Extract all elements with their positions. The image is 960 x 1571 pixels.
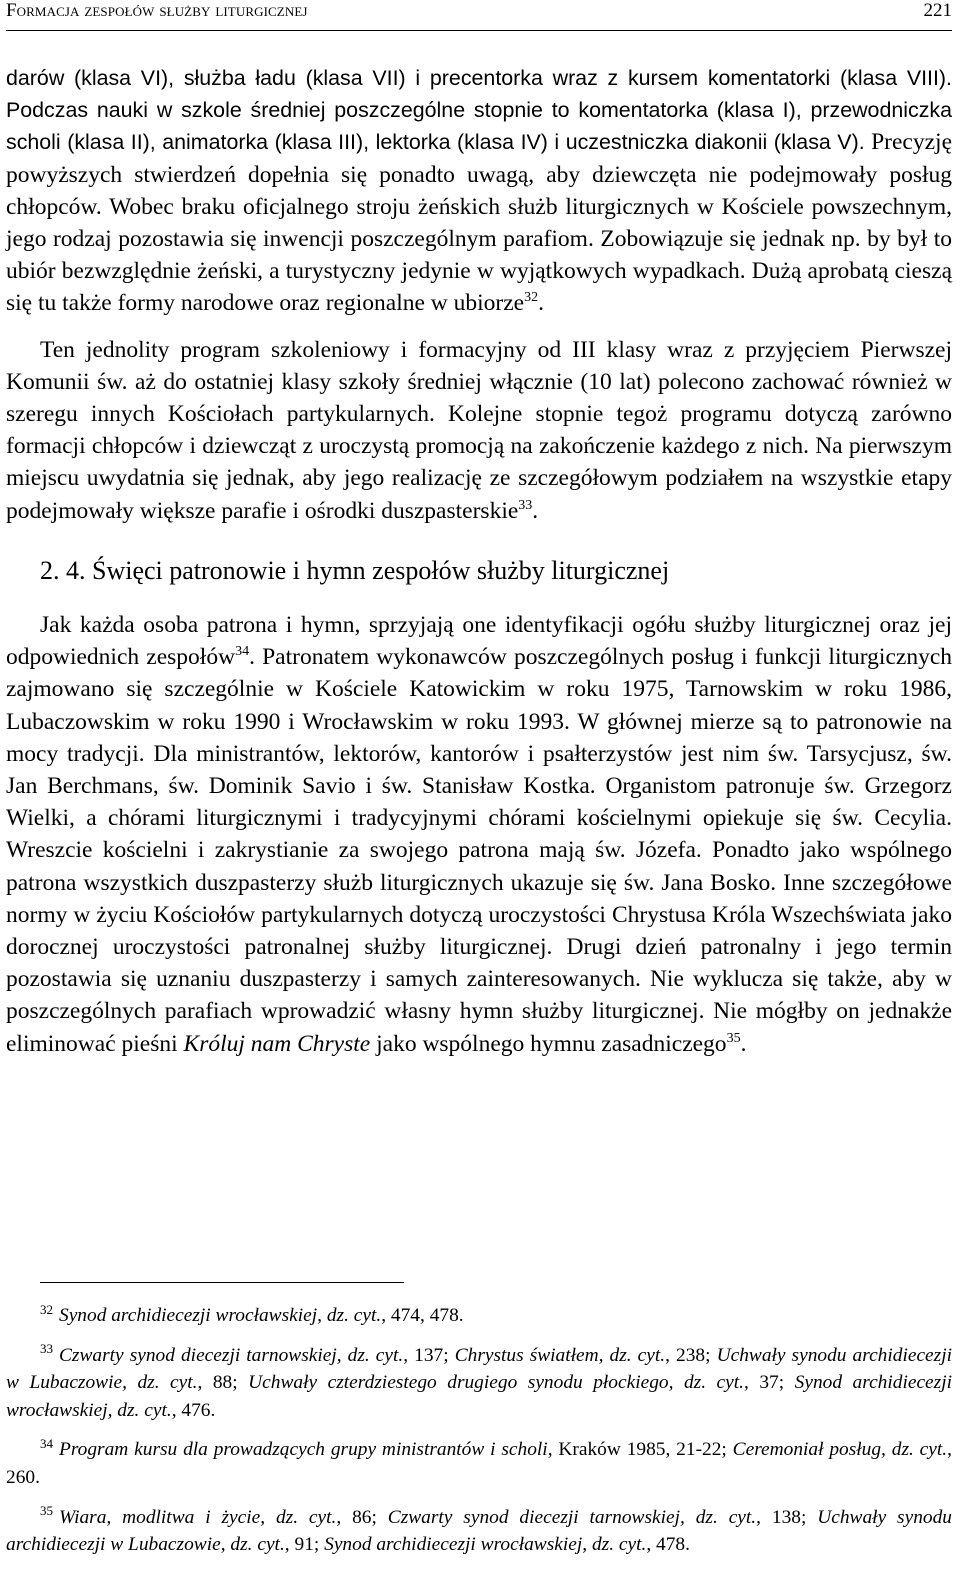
footnote-ref-33[interactable]: 33 (518, 497, 533, 513)
paragraph-1-end: . (538, 290, 544, 317)
footnote-cited-title: Chrystus światłem, dz. cyt. (454, 1344, 666, 1366)
footnote-text: , 88; (197, 1372, 249, 1394)
footnote-number: 33 (40, 1341, 53, 1357)
running-header (6, 0, 952, 31)
footnote-text: , 476. (171, 1399, 216, 1421)
footnote-ref-32[interactable]: 32 (524, 290, 539, 306)
footnote-cited-title: Czwarty synod diecezji tarnowskiej, dz. cyt. (387, 1506, 757, 1528)
paragraph-3-end: . (740, 1030, 747, 1057)
footnote-number: 35 (40, 1503, 53, 1519)
footnote-cited-title: Uchwały synodu archidiecezji w Lubaczowie, dz. cyt. (6, 1344, 952, 1394)
footnote-cited-title: Synod archidiecezji wrocławskiej, dz. cyt. (324, 1534, 647, 1556)
footnote-text: , 86; (336, 1506, 388, 1528)
footnote-number: 32 (40, 1301, 53, 1317)
paragraph-1-serif: Precyzję powyższych stwierdzeń dopełnia się ponadto uwagą, aby dziewczęta nie podejmowały posług chłopców. Wobec braku oficjalnego stroju żeńskich służb liturgicznych w Kościele powszechnym, jego rodzaj pozostawia się inwencji poszczególnym parafiom. Zobowiązuje się jednak np. by był to ubiór bezwzględnie żeński, a turystyczny jedynie w wyjątkowych wypadkach. Dużą aprobatą cieszą się tu także formy narodowe oraz regionalne w ubiorze (6, 129, 953, 317)
paragraph-1-sans: darów (klasa VI), służba ładu (klasa VII) i precentorka wraz z kursem komentatorki (klasa VIII). Podczas nauki w szkole średniej poszczególne stopnie to komentatorka (klasa I), przewodniczka scholi (klasa II), animatorka (klasa III), lektorka (klasa IV) i uczestniczka diakonii (klasa V). (6, 66, 952, 155)
footnote-text: , 137; (403, 1344, 455, 1366)
hymn-title: Króluj nam Chryste (183, 1030, 371, 1057)
paragraph-2-text: Ten jednolity program szkoleniowy i formacyjny od III klasy wraz z przyjęciem Pierwszej Komunii św. aż do ostatniej klasy szkoły średniej włącznie (10 lat) polecono zachować również w szeregu innych Kościołach partykularnych. Kolejne stopnie tegoż programu dotyczą zarówno formacji chłopców i dziewcząt z uroczystą promocją na zakończenie każdego z nich. Na pierwszym miejscu uwydatnia się jednak, aby jego realizację ze szczegółowym podziałem na wszystkie etapy podejmowały większe parafie i ośrodki duszpasterskie (6, 336, 952, 524)
footnote-33 (6, 1342, 952, 1425)
footnote-cited-title: Ceremoniał posług, dz. cyt. (732, 1439, 948, 1461)
footnote-number: 34 (40, 1435, 53, 1451)
section-heading: 2. 4. Święci patronowie i hymn zespołów służby liturgicznej (40, 555, 670, 585)
paragraph-2 (6, 334, 952, 527)
running-title: Formacja zespołów służby liturgicznej (6, 0, 308, 21)
footnote-text: , Kraków 1985, 21-22; (547, 1439, 733, 1461)
paragraph-3 (6, 609, 952, 1060)
footnote-ref-35[interactable]: 35 (726, 1030, 741, 1046)
footnote-cited-title: Uchwały czterdziestego drugiego synodu płockiego, dz. cyt. (248, 1372, 744, 1394)
footnote-text: , 138; (756, 1506, 818, 1528)
footnotes (6, 1302, 952, 1571)
footnote-text: , 238; (665, 1344, 717, 1366)
footnote-cited-title: Czwarty synod diecezji tarnowskiej, dz. cyt. (59, 1344, 404, 1366)
paragraph-3-b: . Patronatem wykonawców poszczególnych posług i funkcji liturgicznych zajmowano się szczególnie w Kościele Katowickim w roku 1975, Tarnowskim w roku 1986, Lubaczowskim w roku 1990 i Wrocławskim w roku 1993. W głównej mierze są to patronowie na mocy tradycji. Dla ministrantów, lektorów, kantorów i psałterzystów jest nim św. Tarsycjusz, św. Jan Berchmans, św. Dominik Savio i św. Stanisław Kostka. Organistom patronuje św. Grzegorz Wielki, a chórami liturgicznymi i tradycyjnymi chórami kościelnymi opiekuje się św. Cecylia. Wreszcie kościelni i zakrystianie za swojego patrona mają św. Józefa. Ponadto jako wspólnego patrona wszystkich duszpasterzy służb liturgicznych ukazuje się św. Jana Bosko. Inne szczegółowe normy w życiu Kościołów partykularnych dotyczą uroczystości Chrystusa Króla Wszechświata jako dorocznej uroczystości patronalnej służby liturgicznej. Drugi dzień patronalny i jego termin pozostawia się uznaniu duszpasterzy i samych zainteresowanych. Nie wyklucza się także, aby w poszczególnych parafiach wprowadzić własny hymn służby liturgicznej. Nie mógłby on jednakże eliminować pieśni (6, 644, 952, 1057)
paragraph-3-c: jako wspólnego hymnu zasadniczego (370, 1030, 727, 1057)
footnote-35 (6, 1504, 952, 1559)
footnote-32 (6, 1302, 952, 1330)
footnote-text: , 91; (284, 1534, 325, 1556)
footnote-cited-title: Wiara, modlitwa i życie, dz. cyt. (59, 1506, 337, 1528)
paragraph-2-end: . (532, 497, 539, 524)
body-text (6, 62, 952, 1074)
footnote-cited-title: Synod archidiecezji wrocławskiej, dz. cyt. (59, 1305, 382, 1326)
footnote-cited-title: Program kursu dla prowadzących grupy ministrantów i scholi (59, 1439, 548, 1461)
footnote-cited-title: Synod archidiecezji wrocławskiej, dz. cyt. (6, 1372, 952, 1421)
footnote-text: , 37; (744, 1372, 795, 1394)
footnote-text: , 474, 478. (381, 1305, 464, 1326)
footnote-cited-title: Uchwały synodu archidiecezji w Lubaczowie, dz. cyt. (6, 1506, 952, 1556)
footnote-separator (40, 1282, 404, 1283)
paragraph-1 (6, 62, 952, 320)
footnote-ref-34[interactable]: 34 (235, 644, 250, 660)
paragraph-3-a: Jak każda osoba patrona i hymn, sprzyjają one identyfikacji ogółu służby liturgicznej oraz jej odpowiednich zespołów (6, 612, 952, 671)
footnote-34 (6, 1436, 952, 1491)
footnote-text: , 478. (646, 1534, 690, 1556)
footnote-text: , 260. (6, 1439, 952, 1488)
page-number: 221 (923, 0, 952, 21)
